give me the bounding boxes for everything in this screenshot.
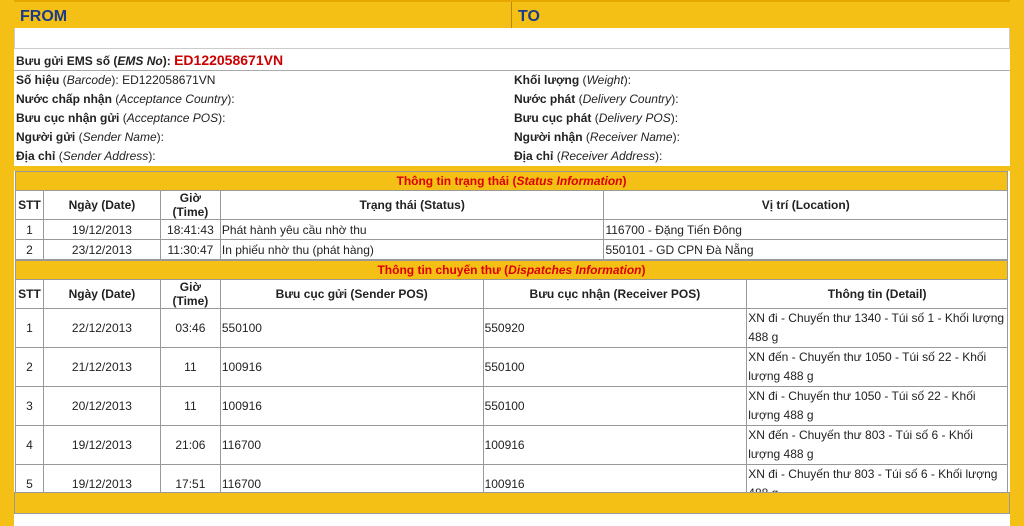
from-heading: FROM — [14, 2, 512, 28]
col-stt: STT — [16, 280, 44, 309]
col-time: Giờ (Time) — [160, 191, 220, 220]
table-row: 4 19/12/2013 21:06 116700 100916 XN đến - Chuyến thư 803 - Túi số 6 - Khối lượng 488 g — [16, 426, 1008, 465]
col-stt: STT — [16, 191, 44, 220]
from-to-header — [14, 0, 1010, 28]
receiver-info — [512, 71, 1010, 166]
table-row: 2 21/12/2013 11 100916 550100 XN đến - Chuyến thư 1050 - Túi số 22 - Khối lượng 488 g — [16, 348, 1008, 387]
acceptance-country-field: Nước chấp nhận (Acceptance Country): — [16, 92, 235, 106]
ems-label: Bưu gửi EMS số — [16, 54, 111, 68]
shipment-info — [14, 71, 1010, 166]
delivery-pos-field: Bưu cục phát (Delivery POS): — [514, 111, 679, 125]
dispatch-section-title: Thông tin chuyến thư (Dispatches Information) — [16, 261, 1008, 280]
sender-name-field: Người gửi (Sender Name): — [16, 130, 164, 144]
sender-address-field: Địa chỉ (Sender Address): — [16, 149, 156, 163]
tracking-content — [14, 0, 1010, 504]
table-row: 5 19/12/2013 17:51 116700 100916 XN đi - Chuyến thư 803 - Túi số 6 - Khối lượng — [16, 465, 1008, 504]
blank-row — [14, 28, 1010, 49]
receiver-address-field: Địa chỉ (Receiver Address): — [514, 149, 663, 163]
col-status: Trạng thái (Status) — [220, 191, 604, 220]
table-row: 2 23/12/2013 11:30:47 In phiếu nhờ thu (phát hàng) 550101 - GD CPN Đà Nẵng — [16, 240, 1008, 260]
to-heading: TO — [518, 8, 540, 25]
table-row: 3 20/12/2013 11 100916 550100 XN đi - Chuyến thư 1050 - Túi số 22 - Khối lượng 488 g — [16, 387, 1008, 426]
footer-spacer — [14, 514, 1010, 526]
status-table — [15, 171, 1008, 260]
delivery-country-field: Nước phát (Delivery Country): — [514, 92, 679, 106]
table-row: 1 22/12/2013 03:46 550100 550920 XN đi - Chuyến thư 1340 - Túi số 1 - Khối lượng 488 g — [16, 309, 1008, 348]
ems-number-row: Bưu gửi EMS số (EMS No): ED122058671VN — [14, 49, 1010, 71]
receiver-name-field: Người nhận (Receiver Name): — [514, 130, 680, 144]
col-sender-pos: Bưu cục gửi (Sender POS) — [220, 280, 483, 309]
col-time: Giờ (Time) — [160, 280, 220, 309]
dispatch-table — [15, 260, 1008, 504]
dispatch-header-row — [16, 280, 1008, 309]
table-row: 1 19/12/2013 18:41:43 Phát hành yêu cầu nhờ thu 116700 - Đặng Tiến Đông — [16, 220, 1008, 240]
ems-number: ED122058671VN — [174, 52, 284, 68]
weight-field: Khối lượng (Weight): — [514, 73, 632, 87]
ems-label-en: EMS No — [117, 54, 163, 68]
col-receiver-pos: Bưu cục nhận (Receiver POS) — [483, 280, 747, 309]
left-border — [0, 0, 14, 526]
col-detail: Thông tin (Detail) — [747, 280, 1008, 309]
right-border — [1010, 0, 1024, 526]
barcode-value: ED122058671VN — [122, 73, 216, 87]
footer-bar — [14, 492, 1010, 514]
col-date: Ngày (Date) — [43, 280, 160, 309]
sender-info — [14, 71, 512, 166]
acceptance-pos-field: Bưu cục nhận gửi (Acceptance POS): — [16, 111, 226, 125]
barcode-field: Số hiệu (Barcode): ED122058671VN — [16, 73, 216, 87]
col-date: Ngày (Date) — [43, 191, 160, 220]
status-section-title: Thông tin trạng thái (Status Information) — [16, 172, 1008, 191]
col-location: Vị trí (Location) — [604, 191, 1008, 220]
status-header-row — [16, 191, 1008, 220]
